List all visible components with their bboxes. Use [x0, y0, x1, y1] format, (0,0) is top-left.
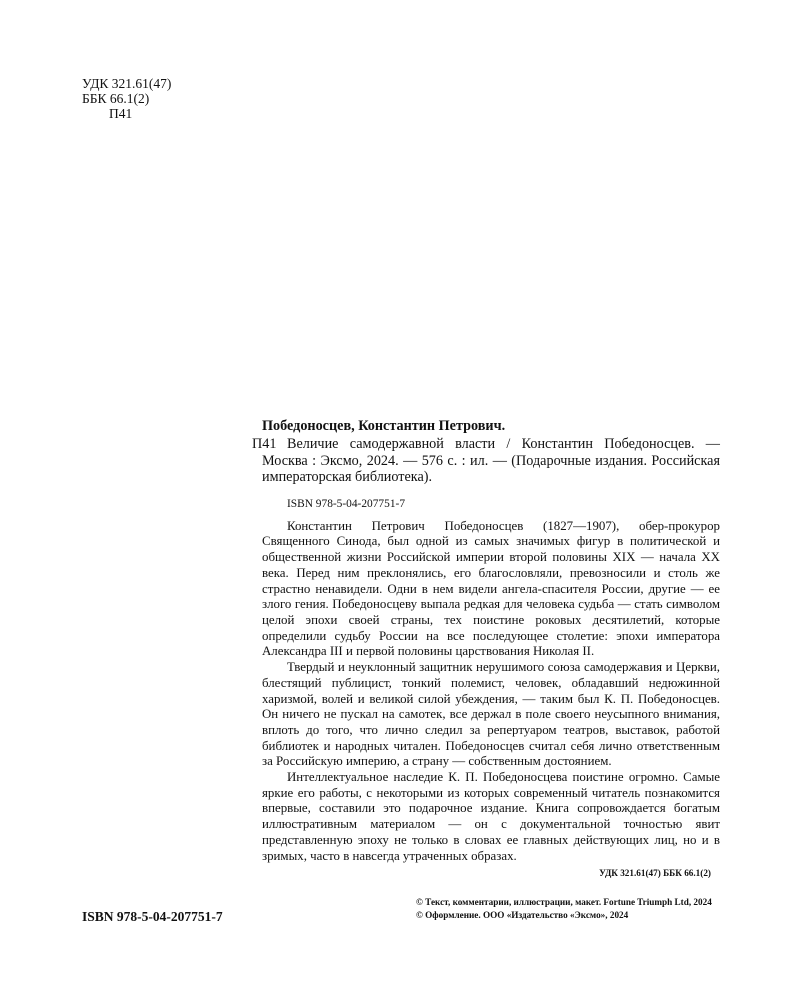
- description-text: Величие самодержавной власти / Константин Победоносцев. — Москва : Эксмо, 2024. — 576 с. : ил. — (Подарочные издания. Российская императорская библиотека).: [262, 436, 720, 486]
- udk-code: УДК 321.61(47): [599, 868, 661, 879]
- abstract-paragraph: Константин Петрович Победоносцев (1827—1907), обер-прокурор Священного Синода, был одной из самых значимых фигур в политической и общественной жизни Российской империи второй половины XIX — начала XX века. Перед ним преклонялись, его благословляли, превозносили и столь же страстно ненавидели. Одни в нем видели ангела-спасителя России, другие — ее злого гения. Победоносцеву выпала редкая для человека судьба — стать символом целой эпохи своей страны, тех поистине роковых десятилетий, которые определили судьбу России на все последующее столетие: эпохи императора Александра III и первой половины царствования Николая II.: [262, 518, 720, 659]
- copyright-line: © Текст, комментарии, иллюстрации, макет. Fortune Triumph Ltd, 2024: [416, 897, 712, 907]
- copyright-notice: [416, 896, 712, 922]
- udk-code: УДК 321.61(47): [82, 76, 172, 91]
- abstract: [262, 519, 720, 864]
- isbn-bottom: ISBN 978-5-04-207751-7: [82, 909, 223, 924]
- author-mark-left: П41: [252, 436, 277, 452]
- author-mark: П41: [109, 106, 133, 121]
- abstract-paragraph: Интеллектуальное наследие К. П. Победоносцева поистине огромно. Самые яркие его работы, с некоторыми из которых современный читатель познакомится впервые, составили это подарочное издание. Книга сопровождается богатым иллюстративным материалом — он с документальной точностью явит представленную эпоху не только в словах ее главных действующих лиц, но и в зримых, часто в навсегда утраченных образах.: [262, 770, 720, 863]
- bibliographic-entry: [252, 418, 720, 880]
- copyright-line: © Оформление. ООО «Издательство «Эксмо», 2024: [416, 910, 629, 921]
- author-heading: Победоносцев, Константин Петрович.: [262, 418, 506, 434]
- isbn: ISBN 978-5-04-207751-7: [287, 497, 406, 510]
- abstract-paragraph: Твердый и неуклонный защитник нерушимого союза самодержавия и Церкви, блестящий публицист, тонкий полемист, человек, обладавший недюжинной харизмой, волей и великой силой убеждения, — таким был К. П. Победоносцев. Он ничего не пускал на самотек, все держал в поле своего неусыпного внимания, вплоть до того, что лично следил за репертуаром театров, выставок, работой библиотек и народных читален. Победоносцев считал себя лично ответственным за Российскую империю, а страну — собственным достоянием.: [262, 660, 720, 769]
- bbk-code: ББК 66.1(2): [82, 91, 150, 106]
- bbk-code: ББК 66.1(2): [663, 868, 711, 879]
- classification-codes: [82, 76, 171, 121]
- classification-codes-bottom: [262, 868, 720, 879]
- bibliographic-description: [252, 436, 720, 486]
